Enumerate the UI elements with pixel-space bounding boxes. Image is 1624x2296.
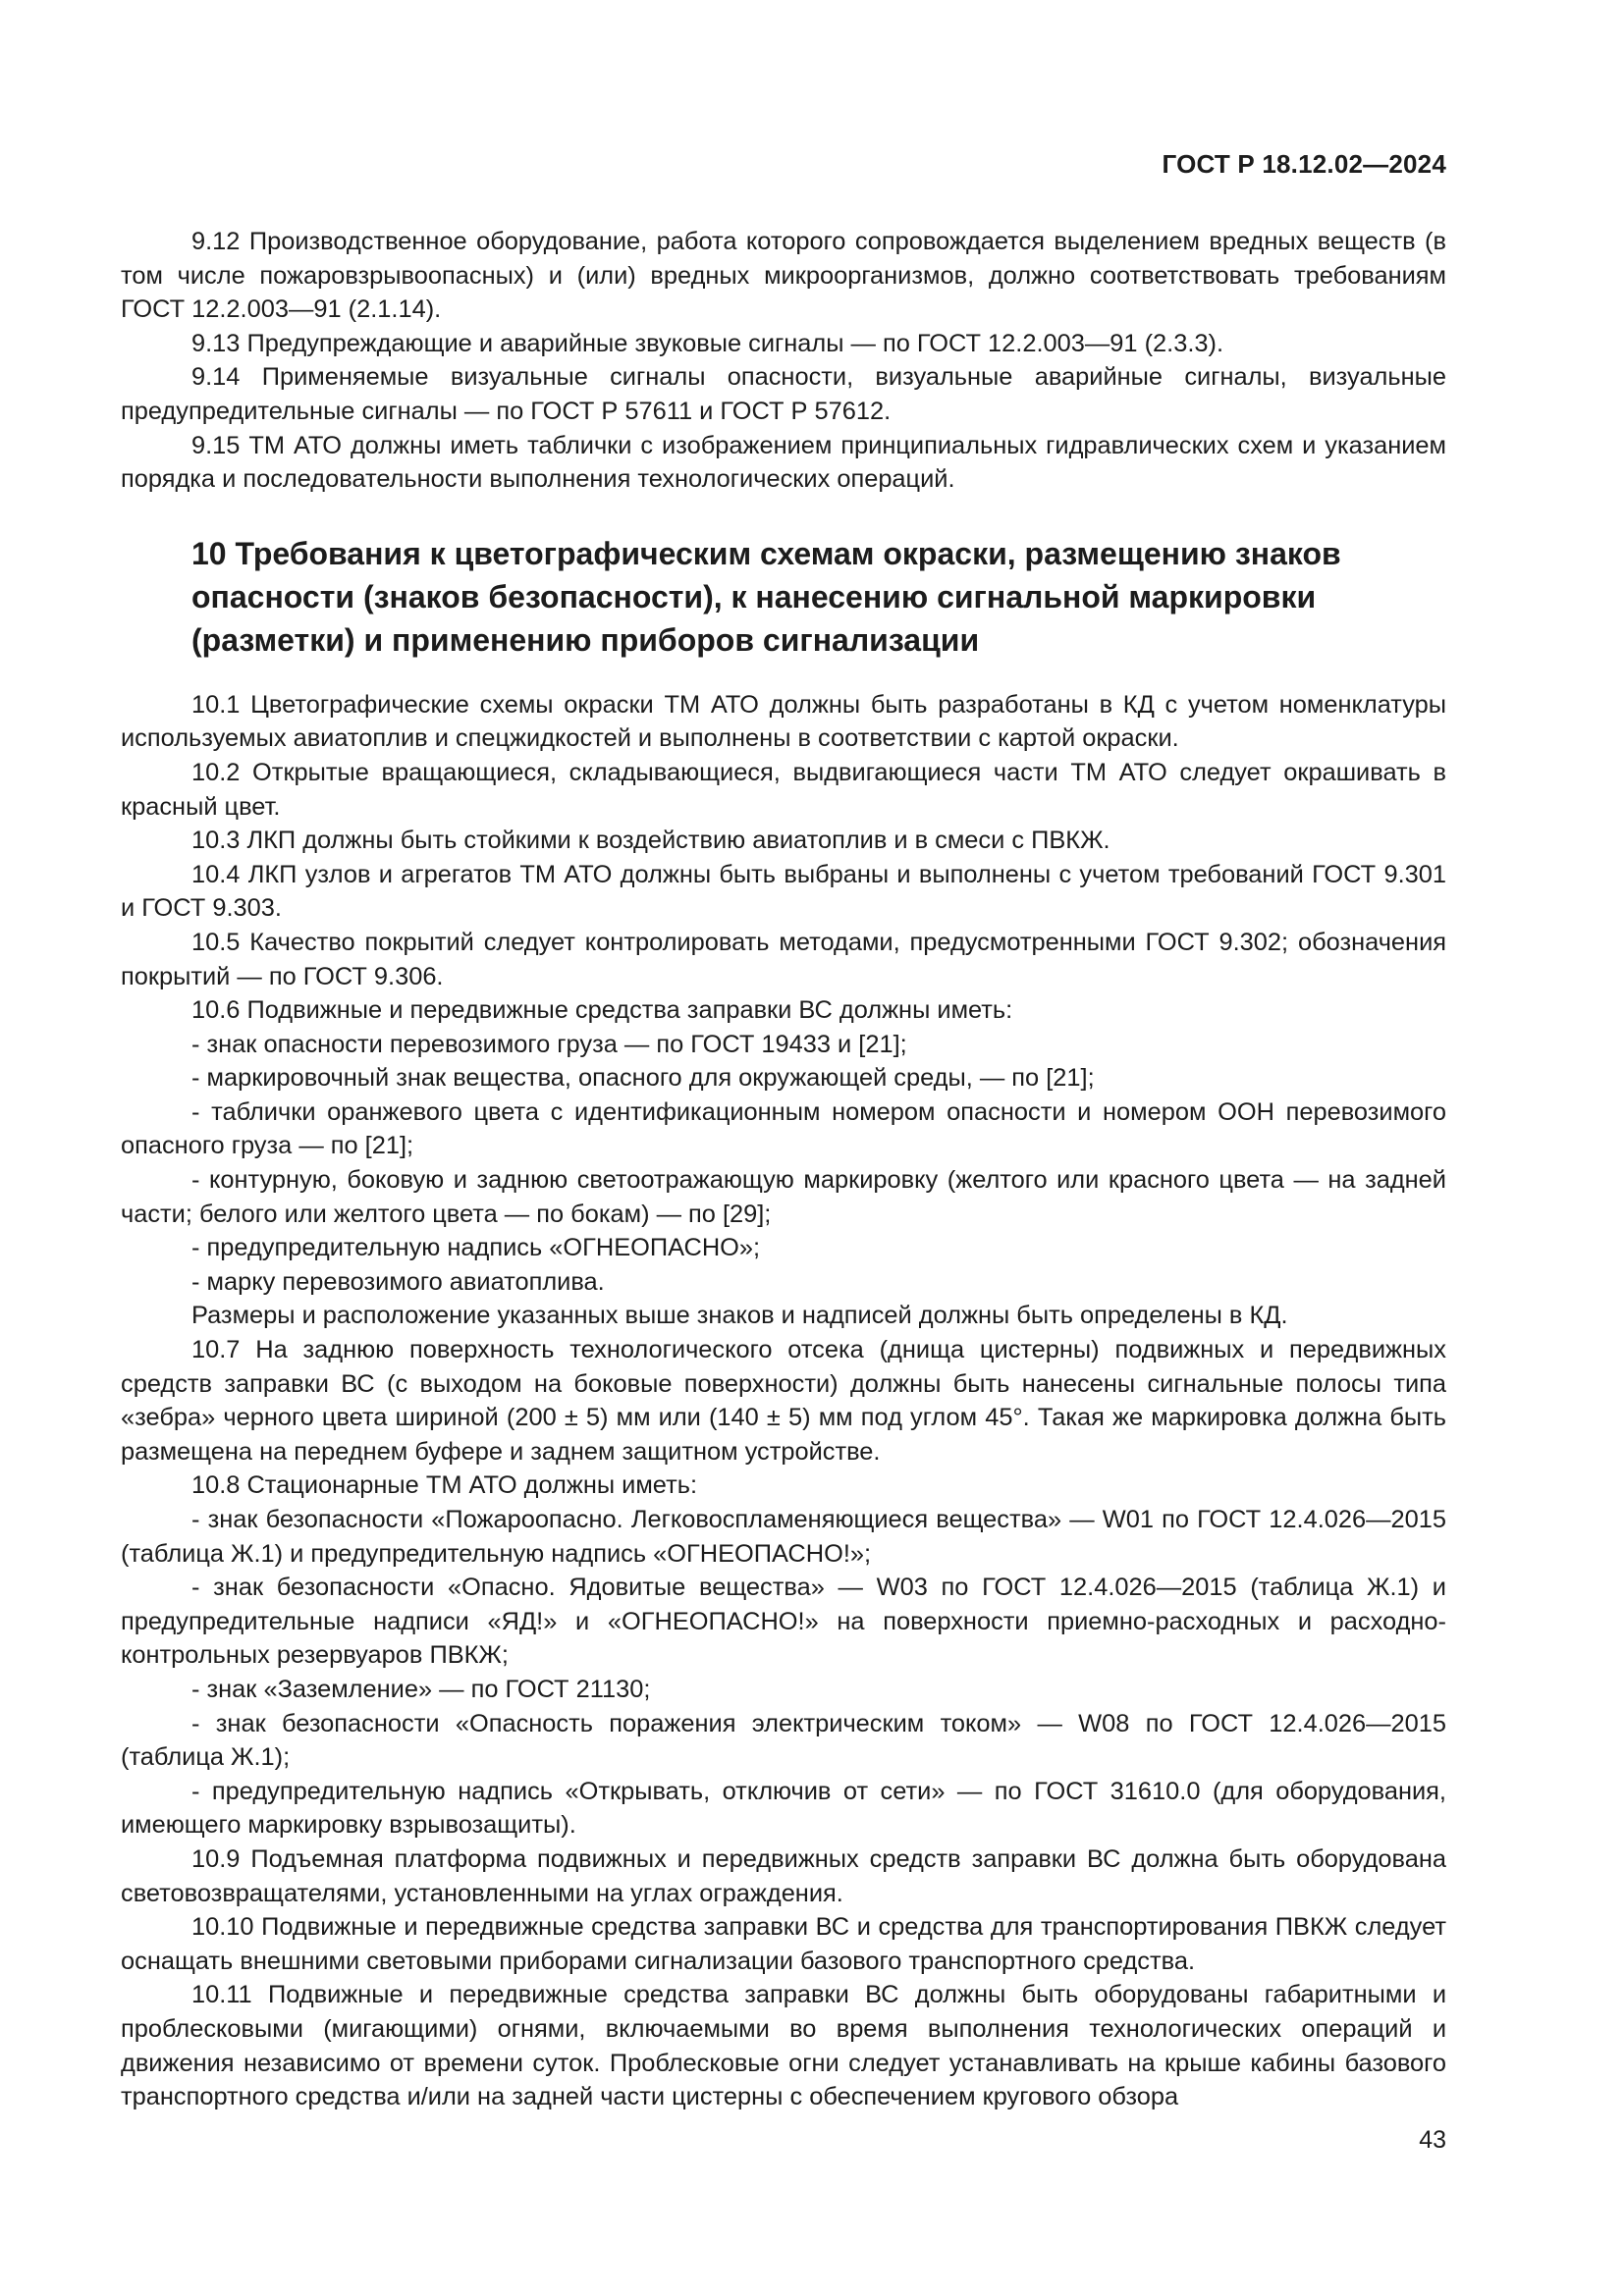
paragraph-9-13: 9.13 Предупреждающие и аварийные звуковые сигналы — по ГОСТ 12.2.003—91 (2.3.3). [191, 329, 1224, 357]
list-item: - таблички оранжевого цвета с идентификационным номером опасности и номером ООН перевозимого опасного груза — по [21]; [121, 1097, 1446, 1160]
paragraph-10-2: 10.2 Открытые вращающиеся, складывающиеся, выдвигающиеся части ТМ АТО следует окрашивать в красный цвет. [121, 758, 1446, 821]
list-item: - марку перевозимого авиатоплива. [191, 1267, 605, 1296]
list-item: - контурную, боковую и заднюю светоотражающую маркировку (желтого или красного цвета — на задней части; белого или желтого цвета — по бокам) — по [29]; [121, 1166, 1446, 1228]
list-item: - знак безопасности «Опасно. Ядовитые вещества» — W03 по ГОСТ 12.4.026—2015 (таблица Ж.1) и предупредительные надписи «ЯД!» и «ОГНЕОПАСНО!» на поверхности приемно-расходных и расходно-контрольных резервуаров ПВКЖ; [121, 1574, 1446, 1670]
page-number: 43 [1419, 2126, 1446, 2154]
paragraph-10-4: 10.4 ЛКП узлов и агрегатов ТМ АТО должны быть выбраны и выполнены с учетом требований ГОСТ 9.301 и ГОСТ 9.303. [121, 860, 1446, 923]
paragraph-9-12: 9.12 Производственное оборудование, работа которого сопровождается выделением вредных веществ (в том числе пожаровзрывоопасных) и (или) вредных микроорганизмов, должно соответствовать требованиям ГОСТ 12.2.003—91 (2.1.14). [121, 228, 1446, 324]
paragraph-10-9: 10.9 Подъемная платформа подвижных и передвижных средств заправки ВС должна быть оборудована световозвращателями, установленными на углах ограждения. [121, 1844, 1446, 1907]
paragraph-10-11: 10.11 Подвижные и передвижные средства заправки ВС должны быть оборудованы габаритными и проблесковыми (мигающими) огнями, включаемыми во время выполнения технологических операций и движения независимо от времени суток. Проблесковые огни следует устанавливать на крыше кабины базового транспортного средства и/или на задней части цистерны с обеспечением кругового обзора [121, 1981, 1446, 2111]
paragraph-note: Размеры и расположение указанных выше знаков и надписей должны быть определены в КД. [191, 1302, 1288, 1330]
paragraph-10-1: 10.1 Цветографические схемы окраски ТМ АТО должны быть разработаны в КД с учетом номенклатуры используемых авиатоплив и спецжидкостей и выполнены в соответствии с картой окраски. [121, 690, 1446, 753]
paragraph-9-15: 9.15 ТМ АТО должны иметь таблички с изображением принципиальных гидравлических схем и указанием порядка и последовательности выполнения технологических операций. [121, 431, 1446, 494]
section-10-title: 10 Требования к цветографическим схемам окраски, размещению знаков опасности (знаков безопасности), к нанесению сигнальной маркировки (разметки) и применению приборов сигнализации [191, 535, 1341, 658]
paragraph-10-8: 10.8 Стационарные ТМ АТО должны иметь: [191, 1471, 698, 1500]
list-item: - знак «Заземление» — по ГОСТ 21130; [191, 1675, 651, 1703]
list-item: - маркировочный знак вещества, опасного для окружающей среды, — по [21]; [191, 1064, 1095, 1093]
paragraph-10-3: 10.3 ЛКП должны быть стойкими к воздействию авиатоплив и в смеси с ПВКЖ. [191, 827, 1110, 855]
paragraph-10-6: 10.6 Подвижные и передвижные средства заправки ВС должны иметь: [191, 996, 1013, 1025]
paragraph-10-7: 10.7 На заднюю поверхность технологического отсека (днища цистерны) подвижных и передвижных средств заправки ВС (с выходом на боковые поверхности) должны быть нанесены сигнальные полосы типа «зебра» черного цвета шириной (200 ± 5) мм или (140 ± 5) мм под углом 45°. Такая же маркировка должна быть размещена на переднем буфере и заднем защитном устройстве. [121, 1336, 1446, 1466]
document-code-header: ГОСТ Р 18.12.02—2024 [1162, 149, 1446, 179]
list-item: - предупредительную надпись «Открывать, отключив от сети» — по ГОСТ 31610.0 (для оборудования, имеющего маркировку взрывозащиты). [121, 1777, 1446, 1840]
list-item: - знак безопасности «Пожароопасно. Легковоспламеняющиеся вещества» — W01 по ГОСТ 12.4.026—2015 (таблица Ж.1) и предупредительную надпись «ОГНЕОПАСНО!»; [121, 1506, 1446, 1568]
list-item: - предупредительную надпись «ОГНЕОПАСНО»; [191, 1234, 761, 1262]
list-item: - знак безопасности «Опасность поражения электрическим током» — W08 по ГОСТ 12.4.026—2015 (таблица Ж.1); [121, 1709, 1446, 1772]
paragraph-10-5: 10.5 Качество покрытий следует контролировать методами, предусмотренными ГОСТ 9.302; обозначения покрытий — по ГОСТ 9.306. [121, 928, 1446, 990]
paragraph-9-14: 9.14 Применяемые визуальные сигналы опасности, визуальные аварийные сигналы, визуальные предупредительные сигналы — по ГОСТ Р 57611 и ГОСТ Р 57612. [121, 363, 1446, 425]
paragraph-10-10: 10.10 Подвижные и передвижные средства заправки ВС и средства для транспортирования ПВКЖ следует оснащать внешними световыми приборами сигнализации базового транспортного средства. [121, 1913, 1446, 1975]
document-body [121, 225, 1446, 2114]
list-item: - знак опасности перевозимого груза — по ГОСТ 19433 и [21]; [191, 1030, 907, 1058]
